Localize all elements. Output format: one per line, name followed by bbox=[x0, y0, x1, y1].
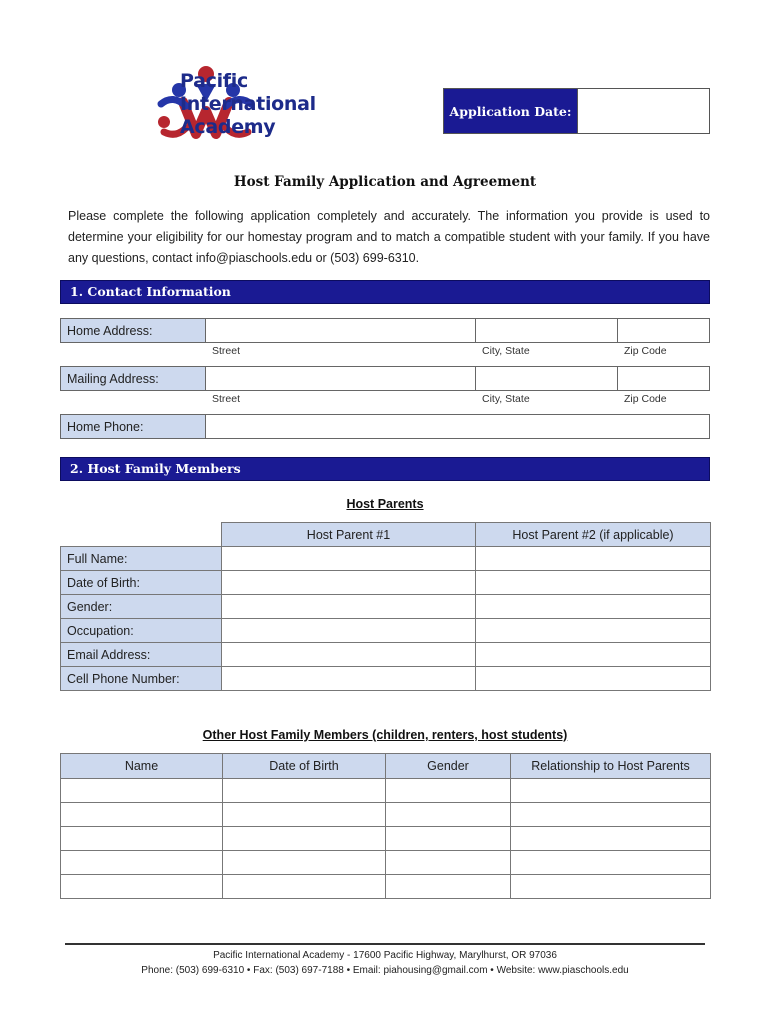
member-1-gender-field[interactable] bbox=[386, 779, 511, 803]
column-header-relationship: Relationship to Host Parents bbox=[511, 754, 711, 779]
row-label-email-address: Email Address: bbox=[61, 643, 222, 667]
home-address-zip-field[interactable] bbox=[617, 318, 710, 343]
member-3-dob-field[interactable] bbox=[223, 827, 386, 851]
row-label-full-name: Full Name: bbox=[61, 547, 222, 571]
home-phone-label: Home Phone: bbox=[60, 414, 206, 439]
logo-word-pacific: Pacific bbox=[180, 70, 248, 92]
mailing-city-state-hint: City, State bbox=[482, 393, 530, 405]
member-2-dob-field[interactable] bbox=[223, 803, 386, 827]
page-title: Host Family Application and Agreement bbox=[233, 174, 537, 190]
host-parent-2-dob-field[interactable] bbox=[476, 571, 711, 595]
member-2-name-field[interactable] bbox=[61, 803, 223, 827]
mailing-address-street-field[interactable] bbox=[205, 366, 476, 391]
row-label-cell-phone: Cell Phone Number: bbox=[61, 667, 222, 691]
member-1-name-field[interactable] bbox=[61, 779, 223, 803]
table-row bbox=[61, 667, 711, 691]
host-parent-1-cell-phone-field[interactable] bbox=[222, 667, 476, 691]
member-3-relationship-field[interactable] bbox=[511, 827, 711, 851]
table-header-row bbox=[61, 523, 711, 547]
home-address-city-state-field[interactable] bbox=[475, 318, 618, 343]
home-zip-hint: Zip Code bbox=[624, 345, 667, 357]
mailing-zip-hint: Zip Code bbox=[624, 393, 667, 405]
member-5-dob-field[interactable] bbox=[223, 875, 386, 899]
host-parent-2-occupation-field[interactable] bbox=[476, 619, 711, 643]
table-row bbox=[61, 779, 711, 803]
home-phone-field[interactable] bbox=[205, 414, 710, 439]
table-row bbox=[61, 547, 711, 571]
host-parent-2-gender-field[interactable] bbox=[476, 595, 711, 619]
host-parent-1-occupation-field[interactable] bbox=[222, 619, 476, 643]
member-5-name-field[interactable] bbox=[61, 875, 223, 899]
mailing-street-hint: Street bbox=[212, 393, 241, 405]
application-date-label: Application Date: bbox=[444, 89, 577, 133]
host-parent-1-full-name-field[interactable] bbox=[222, 547, 476, 571]
table-row bbox=[61, 803, 711, 827]
table-row bbox=[61, 619, 711, 643]
table-row bbox=[61, 851, 711, 875]
mailing-address-city-state-field[interactable] bbox=[475, 366, 618, 391]
row-label-gender: Gender: bbox=[61, 595, 222, 619]
application-date-field[interactable] bbox=[577, 89, 709, 133]
member-5-gender-field[interactable] bbox=[386, 875, 511, 899]
section-contact-information-header: 1. Contact Information bbox=[60, 280, 710, 304]
table-row bbox=[61, 643, 711, 667]
host-parents-table bbox=[60, 522, 711, 691]
other-members-heading: Other Host Family Members (children, renters, host students) bbox=[202, 728, 568, 742]
host-parent-1-dob-field[interactable] bbox=[222, 571, 476, 595]
table-row bbox=[61, 827, 711, 851]
member-1-relationship-field[interactable] bbox=[511, 779, 711, 803]
member-4-relationship-field[interactable] bbox=[511, 851, 711, 875]
host-parent-2-cell-phone-field[interactable] bbox=[476, 667, 711, 691]
row-label-date-of-birth: Date of Birth: bbox=[61, 571, 222, 595]
member-5-relationship-field[interactable] bbox=[511, 875, 711, 899]
home-address-street-field[interactable] bbox=[205, 318, 476, 343]
footer-contact: Phone: (503) 699-6310 • Fax: (503) 697-7188 • Email: piahousing@gmail.com • Website: www.piaschools.edu bbox=[141, 965, 629, 976]
column-header-host-parent-2: Host Parent #2 (if applicable) bbox=[476, 523, 711, 547]
member-4-gender-field[interactable] bbox=[386, 851, 511, 875]
application-date-box bbox=[443, 88, 710, 134]
table-row bbox=[61, 571, 711, 595]
row-label-occupation: Occupation: bbox=[61, 619, 222, 643]
member-2-gender-field[interactable] bbox=[386, 803, 511, 827]
home-address-label: Home Address: bbox=[60, 318, 206, 343]
member-1-dob-field[interactable] bbox=[223, 779, 386, 803]
logo-word-international: International bbox=[180, 93, 316, 115]
member-4-dob-field[interactable] bbox=[223, 851, 386, 875]
logo-word-academy: Academy bbox=[180, 116, 276, 138]
host-parents-heading: Host Parents bbox=[346, 497, 424, 511]
column-header-name: Name bbox=[61, 754, 223, 779]
column-header-date-of-birth: Date of Birth bbox=[223, 754, 386, 779]
mailing-address-label: Mailing Address: bbox=[60, 366, 206, 391]
host-parent-2-full-name-field[interactable] bbox=[476, 547, 711, 571]
table-row bbox=[61, 595, 711, 619]
section-host-family-members-header: 2. Host Family Members bbox=[60, 457, 710, 481]
host-parent-2-email-field[interactable] bbox=[476, 643, 711, 667]
other-members-table bbox=[60, 753, 711, 899]
mailing-address-zip-field[interactable] bbox=[617, 366, 710, 391]
member-3-gender-field[interactable] bbox=[386, 827, 511, 851]
home-street-hint: Street bbox=[212, 345, 241, 357]
table-header-row bbox=[61, 754, 711, 779]
member-2-relationship-field[interactable] bbox=[511, 803, 711, 827]
host-parent-1-email-field[interactable] bbox=[222, 643, 476, 667]
member-3-name-field[interactable] bbox=[61, 827, 223, 851]
member-4-name-field[interactable] bbox=[61, 851, 223, 875]
intro-paragraph: Please complete the following application completely and accurately. The information you provide is used to determine your eligibility for our homestay program and to match a compatible student with your family. If you have any questions, contact info@piaschools.edu or (503) 699-6310. bbox=[68, 209, 710, 265]
home-city-state-hint: City, State bbox=[482, 345, 530, 357]
column-header-host-parent-1: Host Parent #1 bbox=[222, 523, 476, 547]
logo-wordmark bbox=[180, 70, 316, 139]
host-parent-1-gender-field[interactable] bbox=[222, 595, 476, 619]
table-corner-cell bbox=[61, 523, 222, 547]
table-row bbox=[61, 875, 711, 899]
footer-address: Pacific International Academy - 17600 Pacific Highway, Marylhurst, OR 97036 bbox=[213, 950, 557, 961]
column-header-gender: Gender bbox=[386, 754, 511, 779]
footer-divider bbox=[65, 943, 705, 945]
